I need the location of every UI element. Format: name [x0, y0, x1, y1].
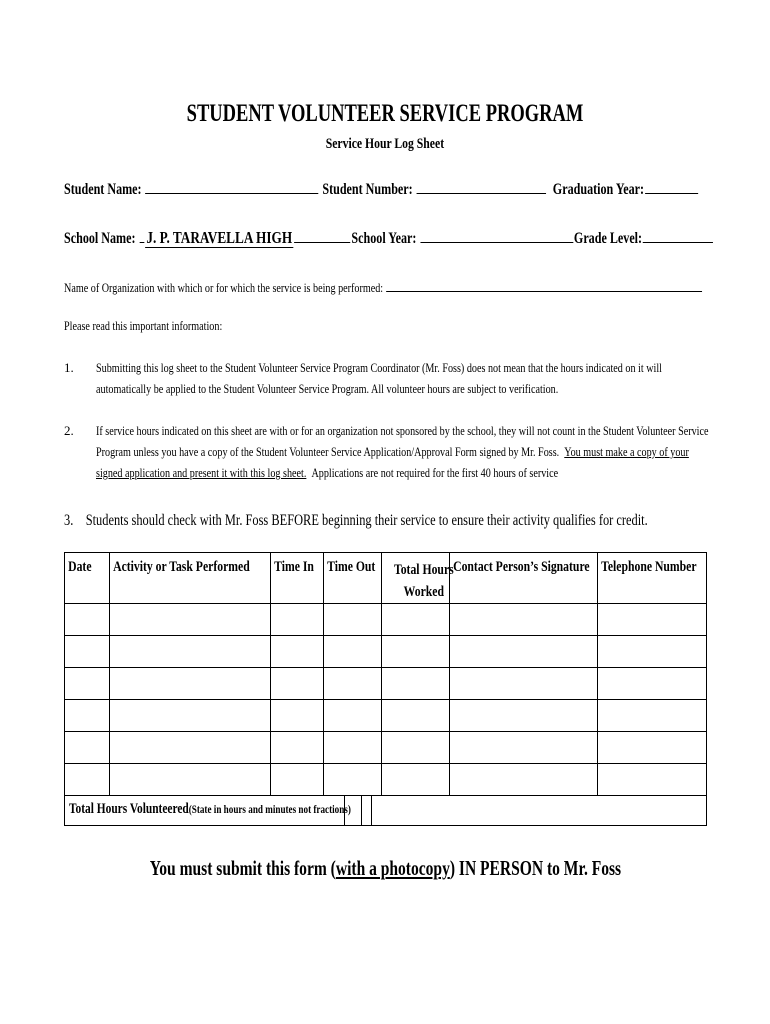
school-year-label: School Year: — [351, 230, 417, 247]
page-title: STUDENT VOLUNTEER SERVICE PROGRAM — [186, 100, 584, 127]
service-log-table — [64, 552, 707, 826]
student-info-row — [64, 181, 770, 199]
col-activity: Activity or Task Performed — [110, 553, 271, 604]
table-header-row — [65, 553, 707, 604]
table-row — [65, 732, 707, 764]
organization-label: Name of Organization with which or for which the service is being performed: — [64, 280, 384, 295]
table-row — [65, 764, 707, 796]
table-row — [65, 604, 707, 636]
total-hours-note: (State in hours and minutes not fractions) — [188, 802, 351, 816]
page-subtitle: Service Hour Log Sheet — [325, 136, 445, 152]
total-hours-cell[interactable] — [65, 796, 707, 826]
school-info-row — [64, 228, 770, 248]
col-date: Date — [65, 553, 110, 604]
col-time-out: Time Out — [324, 553, 382, 604]
info-item-3: 3. Students should check with Mr. Foss BEFORE beginning their service to ensure their activity qualifies for credit. — [64, 512, 648, 529]
student-name-field[interactable] — [145, 192, 318, 194]
organization-field[interactable] — [386, 290, 702, 292]
col-time-in: Time In — [271, 553, 324, 604]
total-hours-label: Total Hours Volunteered — [69, 801, 189, 817]
footer-instruction: You must submit this form (with a photocopy) IN PERSON to Mr. Foss — [149, 856, 621, 880]
school-name-value[interactable]: J. P. TARAVELLA HIGH — [146, 228, 293, 247]
total-hours-row — [65, 796, 707, 826]
grade-level-field[interactable] — [643, 241, 713, 243]
table-row — [65, 700, 707, 732]
col-telephone: Telephone Number — [598, 553, 707, 604]
table-row — [65, 636, 707, 668]
col-total-hours: Total Hours Worked — [382, 553, 450, 604]
intro-text: Please read this important information: — [64, 318, 223, 333]
table-row — [65, 668, 707, 700]
school-year-field[interactable] — [420, 241, 573, 243]
info-item-2: 2. If service hours indicated on this sheet are with or for an organization not sponsored by the school, they will not count in the Student Volunteer Service Program unless you have a copy of the Student Volunteer Service Application/Approval Form signed by Mr. Foss. You must make a copy of your signed application and present it with this log sheet. Applications are not required for the first 40 hours of service — [64, 423, 709, 480]
student-number-label: Student Number: — [322, 181, 413, 198]
school-name-label: School Name: — [64, 230, 136, 247]
graduation-year-field[interactable] — [645, 192, 698, 194]
graduation-year-label: Graduation Year: — [552, 181, 645, 198]
col-contact: Contact Person’s Signature — [450, 553, 598, 604]
student-name-label: Student Name: — [64, 181, 142, 198]
organization-row — [64, 280, 770, 296]
grade-level-label: Grade Level: — [573, 230, 643, 247]
info-item-1: 1. Submitting this log sheet to the Student Volunteer Service Program Coordinator (Mr. Foss) does not mean that the hours indicated on it will automatically be applied to the Student Volunteer Service Program. All volunteer hours are subject to verification. — [64, 360, 662, 396]
student-number-field[interactable] — [416, 192, 545, 194]
